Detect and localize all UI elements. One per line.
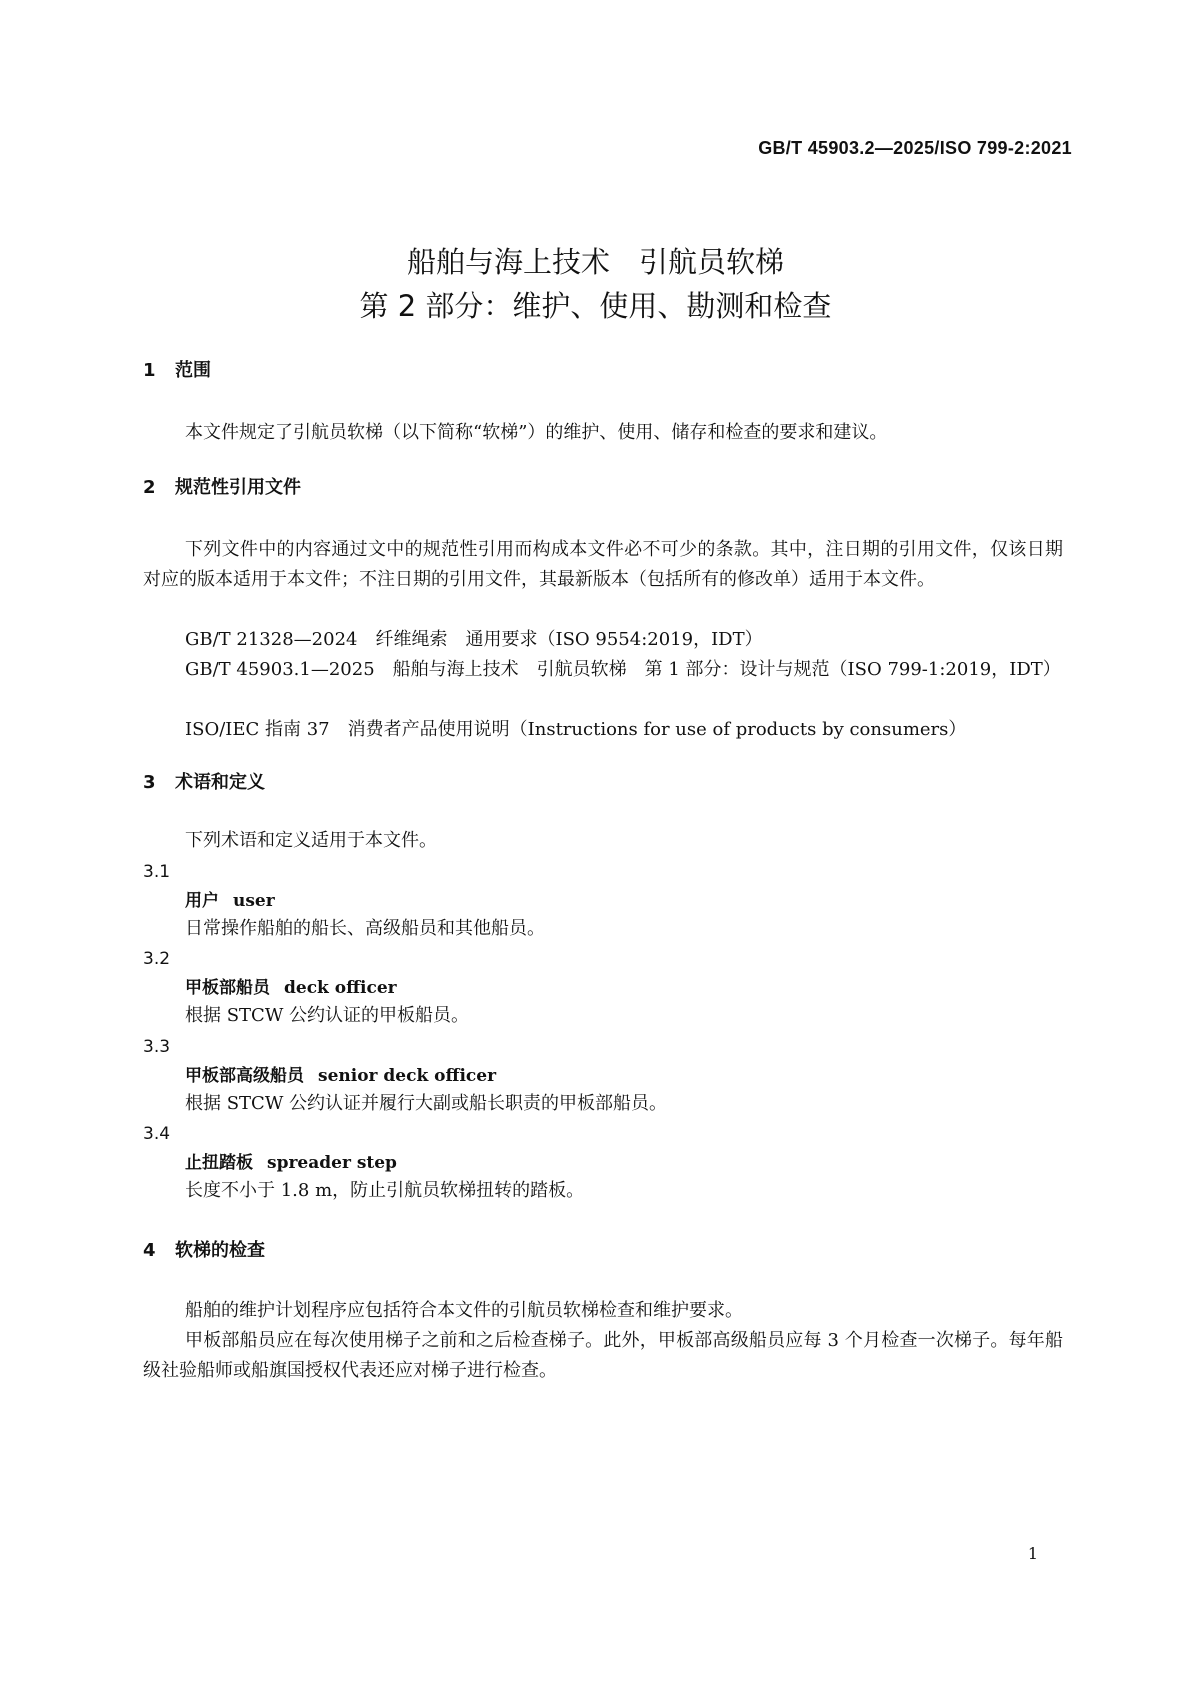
term-definition: 根据 STCW 公约认证的甲板船员。 [185,1005,470,1026]
section-2-heading [143,475,301,501]
section-3-paragraph: 下列术语和定义适用于本文件。 [185,830,437,851]
term-zh: 甲板部高级船员 [185,1066,304,1086]
term-en: spreader step [267,1153,397,1173]
reference-item: ISO/IEC 指南 37 消费者产品使用说明（Instructions for use of products by consumers） [185,719,967,740]
section-4-paragraph-2: 甲板部船员应在每次使用梯子之前和之后检查梯子。此外，甲板部高级船员应每 3 个月检查一次梯子。每年船级社验船师或船旗国授权代表还应对梯子进行检查。 [143,1330,1063,1381]
term-definition: 长度不小于 1.8 m，防止引航员软梯扭转的踏板。 [185,1180,585,1201]
title-line-2: 第 2 部分：维护、使用、勘测和检查 [359,289,832,323]
section-3-heading [143,770,265,796]
term-zh: 甲板部船员 [185,978,270,998]
section-4-paragraph-1: 船舶的维护计划程序应包括符合本文件的引航员软梯检查和维护要求。 [185,1300,743,1321]
term-zh: 止扭踏板 [185,1153,253,1173]
section-title: 范围 [175,360,211,381]
section-number: 2 [143,477,156,498]
reference-item: GB/T 21328—2024 纤维绳索 通用要求（ISO 9554:2019，IDT） [185,629,763,650]
term-definition: 日常操作船舶的船长、高级船员和其他船员。 [185,918,545,939]
term-heading [185,1063,496,1089]
term-number: 3.1 [143,862,171,882]
term-zh: 用户 [185,891,219,911]
term-en: user [233,891,275,911]
document-code: GB/T 45903.2—2025/ISO 799-2:2021 [758,138,1072,158]
section-number: 3 [143,772,156,793]
term-en: deck officer [284,978,397,998]
page-number: 1 [1027,1544,1038,1563]
term-heading [185,975,397,1001]
section-title: 规范性引用文件 [175,477,301,498]
section-1-heading [143,358,211,384]
term-heading [185,1150,397,1176]
term-en: senior deck officer [318,1066,497,1086]
section-number: 4 [143,1240,156,1261]
reference-item: GB/T 45903.1—2025 船舶与海上技术 引航员软梯 第 1 部分：设计与规范（ISO 799-1:2019，IDT） [185,659,1061,680]
title-line-1: 船舶与海上技术 引航员软梯 [406,245,784,279]
section-2-paragraph: 下列文件中的内容通过文中的规范性引用而构成本文件必不可少的条款。其中，注日期的引用文件，仅该日期对应的版本适用于本文件；不注日期的引用文件，其最新版本（包括所有的修改单）适用于本文件。 [143,539,1063,590]
term-number: 3.3 [143,1037,171,1057]
term-number: 3.4 [143,1124,171,1144]
section-title: 术语和定义 [175,772,265,793]
term-heading [185,888,275,914]
section-number: 1 [143,360,156,381]
term-number: 3.2 [143,949,171,969]
section-title: 软梯的检查 [175,1240,265,1261]
section-4-heading [143,1238,265,1264]
section-1-paragraph: 本文件规定了引航员软梯（以下简称“软梯”）的维护、使用、储存和检查的要求和建议。 [185,422,888,443]
term-definition: 根据 STCW 公约认证并履行大副或船长职责的甲板部船员。 [185,1093,668,1114]
